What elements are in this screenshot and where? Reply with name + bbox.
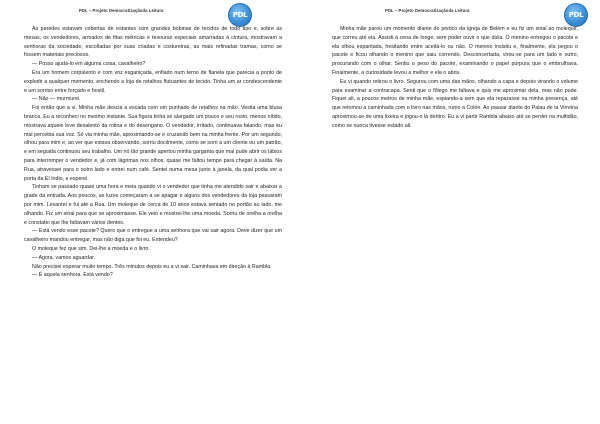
paragraph: — Posso ajudá-lo em alguma coisa, cavalheiro? bbox=[32, 61, 146, 68]
running-header: PDL – Projeto Democratizaçãoda Leitura bbox=[385, 8, 470, 13]
paragraph: Era um homem corpulento e com voz esganiçada, enfiado num terno de flanela que parecia a ponto de explodir a qualquer momento, enchendo a loja de retalhos flutuantes de tecido. Tinha um ar condescendente e um sorriso entre forçado e hostil. bbox=[24, 69, 282, 94]
paragraph: Minha mãe parou um momento diante do pórtico da igreja de Belém e eu fiz um sinal ao moleque, que correu até ela. Assisti à cena de longe, sem poder ouvir o que dizia. O menino entregou o pacote e ela olhou espantada, hesitando entre aceitá-lo ou não. O menino insistiu e, finalmente, ela pegou o pacote e ficou olhando o menino que saiu correndo. Desconcertada, virou-se para um lado e outro, procurando com o olhar. Sentiu o peso do pacote, examinando o papel púrpura que o embrulhava. Finalmente, a curiosidade levou a melhor e ela o abriu. bbox=[332, 26, 578, 76]
paragraph: As paredes estavam cobertas de estantes com grandes bobinas de tecidos de todo tipo e, sobre as mesas, os vendedores, armados de fitas métricas e tesouras especiais amarradas à cintura, mostravam a senhoras da sociedade, escoltadas por suas criadas e costureiras, as mais refinadas tramas, como se fossem materiais preciosos. bbox=[24, 26, 282, 59]
paragraph: Tinham se passado quase uma hora e meia quando vi o vendedor que tinha me atendido sair e abaixar a grade da entrada. Aos poucos, as luzes começaram a se apagar e alguns dos vendedores da loja passaram por mim. Levantei e fui até a Rua. Um moleque de cerca de 10 anos estava sentado no portão ao lado, me olhando. Fiz um sinal para que se aproximasse. Ele veio e mostrei-lhe uma moeda. Sorriu de orelha a orelha e constatei que lhe faltavam vários dentes. bbox=[24, 184, 282, 226]
paragraph: — Está vendo esse pacote? Quero que o entregue a uma senhora que vai sair agora. Deve dizer que um cavalheiro mandou entregar, mas não diga que foi eu. Entendeu? bbox=[24, 228, 282, 244]
paragraph: Eu vi quando retirou o livro. Segurou com uma das mãos, olhando a capa e depois virando o volume para examinar a contracapa. Senti que o fôlego me faltava e quis me aproximar dela, mas não pude. Fiquei ali, a poucos metros de minha mãe, espiando-a sem que ela reparasse na minha presença, até que retomou a caminhada com o livro nas mãos, rumo a Colón. Ao passar diante do Palau de la Virreina aproximou-se de uma lixeira e jogou-o lá dentro. Eu a vi partir Rambla abaixo até se perder na multidão, como se nunca tivesse estado ali. bbox=[332, 78, 578, 129]
paragraph: — Não — murmurei. bbox=[32, 96, 81, 103]
logo-text: PDL bbox=[232, 11, 248, 19]
paragraph: Não precisei esperar muito tempo. Três minutos depois eu a vi sair. Caminhava em direção à Rambla. bbox=[32, 263, 272, 270]
page-body bbox=[332, 25, 578, 131]
paragraph: — Agora, vamos aguardar. bbox=[32, 254, 96, 261]
right-page bbox=[300, 0, 600, 424]
page-body bbox=[24, 25, 282, 280]
pdl-logo bbox=[228, 3, 252, 27]
running-header: PDL – Projeto Democratizaçãoda Leitura bbox=[79, 8, 164, 13]
paragraph: Foi então que a vi. Minha mãe descia a escada com um punhado de retalhos na mão. Vestia uma blusa branca. Eu a reconheci no mesmo instante. Sua figura tinha se alargado um pouco e seu rosto, menos nítido, mostrava aquele leve desalento da rotina e do desengano. O vendedor, irritado, continuava falando, mas eu mal percebia sua voz. Só via minha mãe, aproximando-se e cruzando bem na minha frente. Por um segundo, olhou para mim e, ao ver que estava observando, sorriu docilmente, como se sorri a um cliente ou um patrão, e em seguida continuou seu trabalho. Um nó tão grande apertou minha garganta que mal pude abrir os lábios para interromper o vendedor e, já com lágrimas nos olhos, quase me faltou tempo para chegar à saída. Na Rua, atravessei para o outro lado e entrei num café. Sentei numa mesa junto à janela, da qual podia ver a porta da El Indio, e esperei. bbox=[24, 105, 282, 182]
paragraph: — É aquela senhora. Está vendo? bbox=[32, 272, 113, 279]
pdl-logo bbox=[564, 3, 588, 27]
logo-text: PDL bbox=[568, 11, 584, 19]
paragraph: O moleque fez que sim. Dei-lhe a moeda e o livro. bbox=[32, 245, 150, 252]
